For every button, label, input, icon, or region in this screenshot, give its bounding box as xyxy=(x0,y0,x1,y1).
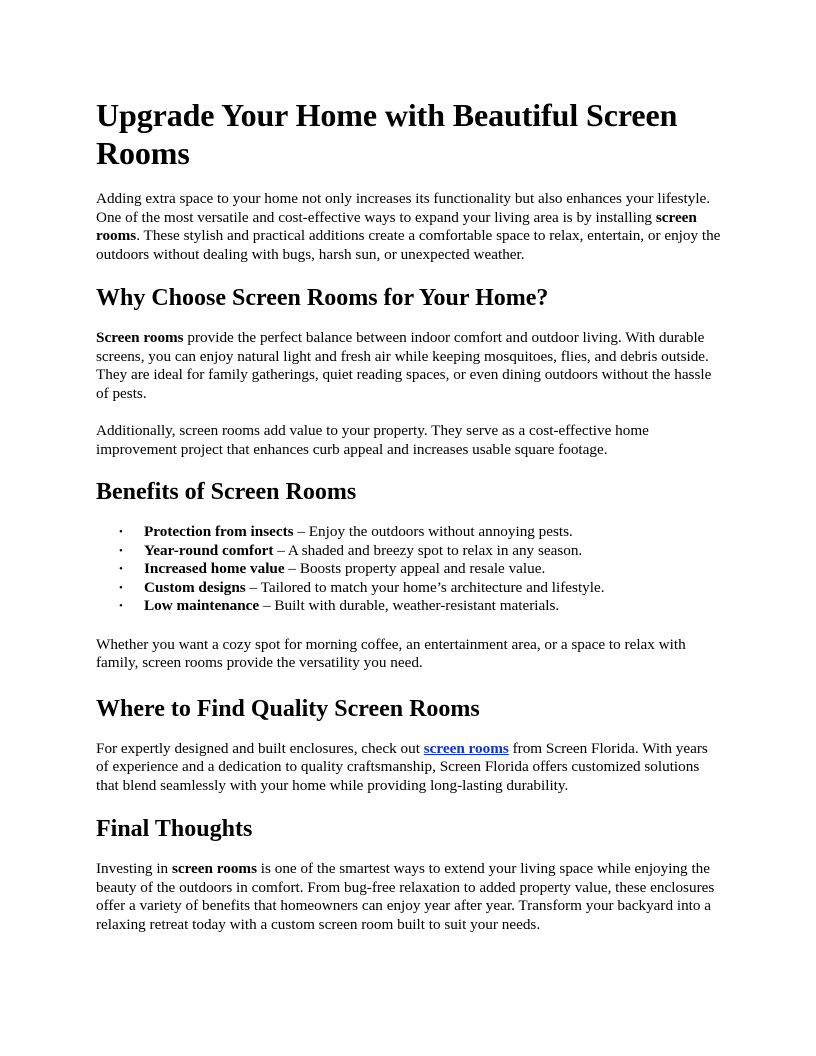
benefit-description: – Tailored to match your home’s architecture and lifestyle. xyxy=(245,578,605,596)
benefit-description: – Boosts property appeal and resale value. xyxy=(284,560,546,577)
section-heading-why: Why Choose Screen Rooms for Your Home? xyxy=(96,285,549,311)
final-bold-term: screen rooms xyxy=(171,860,257,877)
benefits-list xyxy=(96,523,724,616)
bullet-icon: • xyxy=(119,600,123,612)
intro-bold-term: screen rooms xyxy=(96,208,697,244)
why-paragraph-2: Additionally, screen rooms add value to your property. They serve as a cost-effective home improvement project that enhances curb appeal and increases usable square footage. xyxy=(96,422,649,458)
why-paragraph-1-text: provide the perfect balance between indoor comfort and outdoor living. With durable screens, you can enjoy natural light and fresh air while keeping mosquitoes, flies, and debris outside. They are ideal for family gatherings, quiet reading spaces, or even dining outdoors without the hassle of pests. xyxy=(96,329,712,402)
bullet-icon: • xyxy=(119,563,123,575)
benefit-term: Year-round comfort xyxy=(144,541,274,559)
bullet-icon: • xyxy=(119,581,123,594)
benefit-item xyxy=(119,597,724,616)
benefit-item xyxy=(119,541,724,561)
benefit-term: Protection from insects xyxy=(144,523,294,540)
screen-rooms-link[interactable]: screen rooms xyxy=(423,739,509,757)
benefit-description: – Built with durable, weather-resistant materials. xyxy=(259,597,560,614)
intro-text-start: Adding extra space to your home not only increases its functionality but also enhances your lifestyle. One of the most versatile and cost-effective ways to expand your living area is by installing xyxy=(96,190,711,226)
benefit-description: – Enjoy the outdoors without annoying pests. xyxy=(293,523,573,540)
benefit-term: Custom designs xyxy=(144,578,246,596)
where-text-start: For expertly designed and built enclosures, check out xyxy=(96,739,424,757)
benefits-closing-paragraph: Whether you want a cozy spot for morning coffee, an entertainment area, or a space to relax with family, screen rooms provide the versatility you need. xyxy=(96,635,686,671)
why-bold-term: Screen rooms xyxy=(96,329,184,346)
benefit-term: Low maintenance xyxy=(144,597,260,614)
intro-paragraph xyxy=(96,190,724,264)
bullet-icon: • xyxy=(119,526,123,538)
section-heading-final: Final Thoughts xyxy=(96,816,253,842)
intro-text-end: . These stylish and practical additions create a comfortable space to relax, entertain, or enjoy the outdoors without dealing with bugs, harsh sun, or unexpected weather. xyxy=(96,227,721,263)
benefit-item xyxy=(119,560,724,579)
section-heading-where: Where to Find Quality Screen Rooms xyxy=(96,695,480,722)
final-text-end: is one of the smartest ways to extend your living space while enjoying the beauty of the outdoors in comfort. From bug-free relaxation to added property value, these enclosures offer a variety of benefits that homeowners can enjoy year after year. Transform your backyard into a relaxing retreat today with a custom screen room built to suit your needs. xyxy=(96,860,715,933)
section-heading-benefits: Benefits of Screen Rooms xyxy=(96,479,357,505)
document-page xyxy=(96,96,724,952)
why-paragraph-1 xyxy=(96,329,724,403)
page-title: Upgrade Your Home with Beautiful Screen Rooms xyxy=(96,97,678,171)
bullet-icon: • xyxy=(119,544,123,557)
benefit-term: Increased home value xyxy=(144,560,285,577)
where-paragraph xyxy=(96,740,724,796)
benefit-description: – A shaded and breezy spot to relax in any season. xyxy=(273,541,583,559)
final-paragraph xyxy=(96,860,724,934)
where-text-end: from Screen Florida. With years of experience and a dedication to quality craftsmanship, Screen Florida offers customized solutions that blend seamlessly with your home while providing long-lasting durability. xyxy=(96,739,708,794)
final-text-start: Investing in xyxy=(96,860,172,877)
benefit-item xyxy=(119,578,724,598)
benefit-item xyxy=(119,523,724,542)
